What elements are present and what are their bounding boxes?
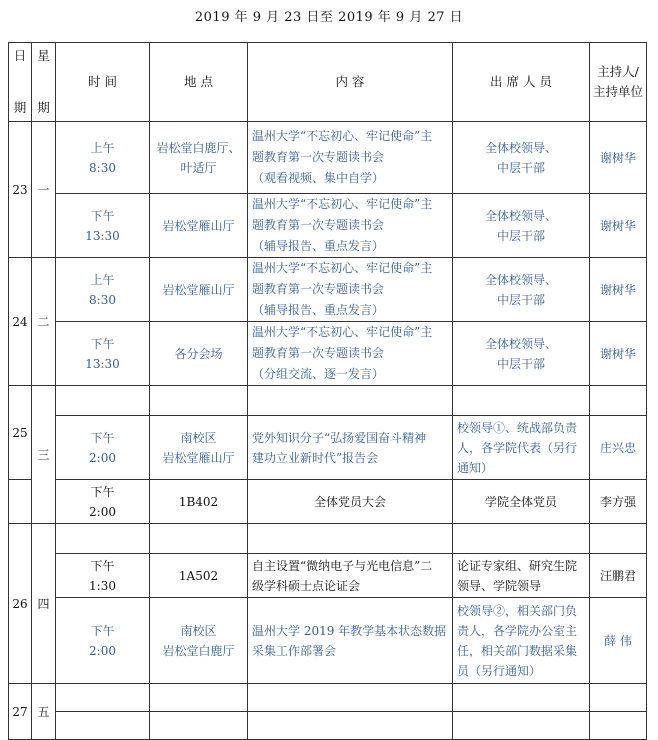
- page-title: 2019 年 9 月 23 日至 2019 年 9 月 27 日: [194, 10, 464, 25]
- empty-cell: [590, 386, 647, 416]
- empty-cell: [56, 712, 150, 740]
- time-cell: 下午 2:00: [56, 598, 150, 684]
- empty-cell: [150, 684, 248, 712]
- time-cell: 下午 13:30: [56, 194, 150, 258]
- empty-cell: [453, 386, 590, 416]
- header-content: 内 容: [248, 43, 453, 122]
- empty-cell: [56, 524, 150, 554]
- time-cell: 下午 2:00: [56, 480, 150, 524]
- content-cell: 温州大学“不忘初心、牢记使命”主 题教育第一次专题读书会 （辅导报告、重点发言）: [248, 194, 453, 258]
- empty-cell: [590, 712, 647, 740]
- content-cell: 全体党员大会: [248, 480, 453, 524]
- host-cell: 谢树华: [590, 258, 647, 322]
- empty-cell: [453, 684, 590, 712]
- table-row: [9, 416, 647, 480]
- place-cell: 岩松堂雁山厅: [150, 258, 248, 322]
- empty-cell: [248, 712, 453, 740]
- empty-cell: [248, 684, 453, 712]
- place-cell: 各分会场: [150, 322, 248, 386]
- attendees-cell: 全体校领导、 中层干部: [453, 194, 590, 258]
- weekday-cell: 一: [32, 122, 56, 258]
- schedule-table: [8, 42, 647, 740]
- date-cell: 23: [9, 122, 32, 258]
- table-row: [9, 554, 647, 598]
- content-cell: 温州大学“不忘初心、牢记使命”主 题教育第一次专题读书会 （分组交流、逐一发言）: [248, 322, 453, 386]
- time-cell: 上午 8:30: [56, 122, 150, 194]
- attendees-cell: 学院全体党员: [453, 480, 590, 524]
- time-cell: 下午 2:00: [56, 416, 150, 480]
- empty-cell: [56, 684, 150, 712]
- empty-cell: [150, 524, 248, 554]
- empty-cell: [248, 386, 453, 416]
- header-row: [9, 43, 647, 122]
- place-cell: 1B402: [150, 480, 248, 524]
- table-row: [9, 712, 647, 740]
- host-cell: 谢树华: [590, 122, 647, 194]
- table-row: [9, 524, 647, 554]
- table-row: [9, 480, 647, 524]
- date-cell: 24: [9, 258, 32, 386]
- attendees-cell: 校领导①、统战部负责 人，各学院代表（另行 通知）: [453, 416, 590, 480]
- host-cell: 谢树华: [590, 322, 647, 386]
- header-weekday: 星 期: [32, 43, 56, 122]
- date-cell: 27: [9, 684, 32, 740]
- content-cell: 温州大学“不忘初心、牢记使命”主 题教育第一次专题读书会 （观看视频、集中自学）: [248, 122, 453, 194]
- header-time: 时 间: [56, 43, 150, 122]
- empty-cell: [453, 712, 590, 740]
- table-row: [9, 322, 647, 386]
- host-cell: 薛 伟: [590, 598, 647, 684]
- table-row: [9, 386, 647, 416]
- empty-cell: [590, 684, 647, 712]
- empty-cell: [590, 524, 647, 554]
- empty-cell: [56, 386, 150, 416]
- place-cell: 岩松堂白鹿厅、 叶适厅: [150, 122, 248, 194]
- attendees-cell: 全体校领导、 中层干部: [453, 122, 590, 194]
- host-cell: 汪鹏君: [590, 554, 647, 598]
- place-cell: 岩松堂雁山厅: [150, 194, 248, 258]
- weekday-cell: 四: [32, 524, 56, 684]
- header-date: 日 期: [9, 43, 32, 122]
- table-row: [9, 122, 647, 194]
- empty-cell: [150, 712, 248, 740]
- time-cell: 下午 13:30: [56, 322, 150, 386]
- host-cell: 庄兴忠: [590, 416, 647, 480]
- content-cell: 党外知识分子“弘扬爱国奋斗精神 建功立业新时代”报告会: [248, 416, 453, 480]
- time-cell: 下午 1:30: [56, 554, 150, 598]
- place-cell: 南校区 岩松堂雁山厅: [150, 416, 248, 480]
- empty-cell: [453, 524, 590, 554]
- content-cell: 自主设置“微纳电子与光电信息”二 级学科硕士点论证会: [248, 554, 453, 598]
- place-cell: 南校区 岩松堂白鹿厅: [150, 598, 248, 684]
- weekday-cell: 五: [32, 684, 56, 740]
- header-place: 地 点: [150, 43, 248, 122]
- table-row: [9, 598, 647, 684]
- attendees-cell: 校领导②，相关部门负 责人，各学院办公室主 任，相关部门数据采集 员（另行通知）: [453, 598, 590, 684]
- content-cell: 温州大学“不忘初心、牢记使命”主 题教育第一次专题读书会 （辅导报告、重点发言）: [248, 258, 453, 322]
- attendees-cell: 全体校领导、 中层干部: [453, 258, 590, 322]
- time-cell: 上午 8:30: [56, 258, 150, 322]
- empty-cell: [150, 386, 248, 416]
- content-cell: 温州大学 2019 年教学基本状态数据 采集工作部署会: [248, 598, 453, 684]
- place-cell: 1A502: [150, 554, 248, 598]
- attendees-cell: 论证专家组、研究生院 领导、学院领导: [453, 554, 590, 598]
- host-cell: 李方强: [590, 480, 647, 524]
- header-host: 主持人/ 主持单位: [590, 43, 647, 122]
- table-row: [9, 684, 647, 712]
- weekday-cell: 二: [32, 258, 56, 386]
- header-attendees: 出 席 人 员: [453, 43, 590, 122]
- date-cell: 25: [9, 386, 32, 480]
- table-row: [9, 194, 647, 258]
- host-cell: 谢树华: [590, 194, 647, 258]
- weekday-cell: 三: [32, 386, 56, 524]
- table-row: [9, 258, 647, 322]
- attendees-cell: 全体校领导、 中层干部: [453, 322, 590, 386]
- empty-cell: [9, 480, 32, 524]
- date-cell: 26: [9, 524, 32, 684]
- empty-cell: [248, 524, 453, 554]
